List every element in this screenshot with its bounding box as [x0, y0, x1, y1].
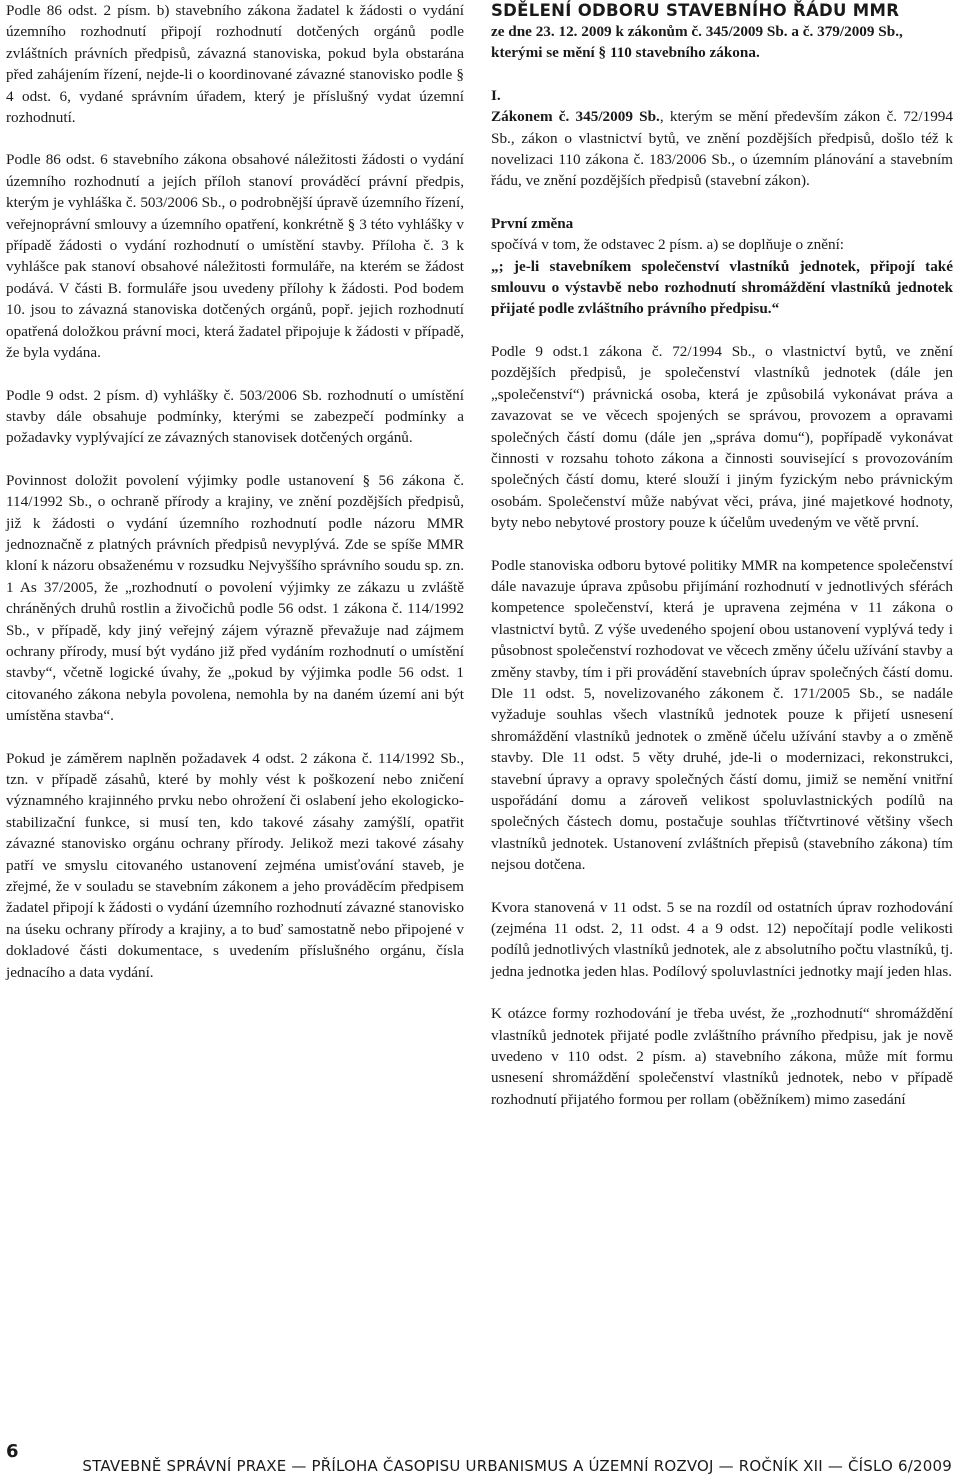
paragraph: Podle 9 odst.1 zákona č. 72/1994 Sb., o vlastnictví bytů, ve znění pozdějších předpisů, je společenství vlastníků jednotek (dále jen „společenství“) právnická osoba, která je způsobilá vykonávat práva a zavazovat se ve věcech spojených se správou, provozem a opravami společných částí domu (dále jen „správa domu“), popřípadě vykonávat činnosti v rozsahu tohoto zákona a činnosti související s provozováním společných částí domu, které slouží i jiným fyzickým nebo právnickým osobám. Společenství může nabývat věci, práva, jiné majetkové hodnoty, byty nebo nebytové prostory pouze k účelům uvedeným ve větě první. [491, 342, 953, 532]
intro-text: , kterým se mění především zákon č. 72/1994 Sb., zákon o vlastnictví bytů, ve znění pozdějších předpisů, došlo též k novelizaci 110 zákona č. 183/2006 Sb., o územním plánování a stavebním řádu, ve znění pozdějších předpisů (stavební zákon). [491, 108, 953, 190]
paragraph: Pokud je záměrem naplněn požadavek 4 odst. 2 zákona č. 114/1992 Sb., tzn. v případě zásahů, které by mohly vést k poškození nebo zničení významného krajinného prvku nebo ohrožení či oslabení jeho ekologicko-stabilizační funkce, si musí ten, kdo takové zásahy zamýšlí, opatřit závazné stanovisko orgánu ochrany přírody. Jelikož mezi takové zásahy patří ve smyslu citovaného ustanovení zejména umisťování staveb, je zřejmé, že v souladu se stavebním zákonem a jeho prováděcím předpisem žadatel připojí k žádosti o vydání územního rozhodnutí závazné stanovisko na úseku ochrany přírody a krajiny, a to buď samostatně nebo připojené v dokladové části dokumentace, s uvedením příslušného orgánu, čísla jednacího a data vydání. [6, 749, 464, 981]
intro-law-reference: Zákonem č. 345/2009 Sb. [491, 108, 660, 126]
section-heading: SDĚLENÍ ODBORU STAVEBNÍHO ŘÁDU MMR [491, 1, 900, 20]
paragraph: Povinnost doložit povolení výjimky podle ustanovení § 56 zákona č. 114/1992 Sb., o ochraně přírody a krajiny, ve znění pozdějších předpisů, již k žádosti o vydání územního rozhodnutí podle názoru MMR jednoznačně z platných právních předpisů nevyplývá. Zde se spíše MMR kloní k názoru obsaženému v rozsudku Nejvyššího správního soudu sp. zn. 1 As 37/2005, že „rozhodnutí o povolení výjimky ze zákazu u zvláště chráněných druhů rostlin a živočichů podle 56 odst. 1 zákona č. 114/1992 Sb., v případě, kdy jiný veřejný zájem výrazně převažuje nad zájmem ochrany přírody, musí být vydáno již před vydáním rozhodnutí o umístění stavby“, včetně logické úvahy, že „pokud by výjimka podle 56 odst. 1 citovaného zákona nebyla povolena, nemohla by na daném území ani být umístěna stavba“. [6, 471, 464, 725]
paragraph: Kvora stanovená v 11 odst. 5 se na rozdíl od ostatních úprav rozhodování (zejména 11 odst. 2, 11 odst. 4 a 9 odst. 12) nepočítají podle velikosti podílů jednotlivých vlastníků jednotek, ale z absolutního počtu vlastníků, tj. jedna jednotka jeden hlas. Podílový spoluvlastníci jednotky mají jeden hlas. [491, 898, 953, 980]
paragraph: Podle 9 odst. 2 písm. d) vyhlášky č. 503/2006 Sb. rozhodnutí o umístění stavby dále obsahuje podmínky, kterými se zabezpečí podmínky a požadavky vyplývající ze závazných stanovisek dotčených orgánů. [6, 386, 464, 447]
change-text: spočívá v tom, že odstavec 2 písm. a) se doplňuje o znění: [491, 236, 845, 254]
section-number: I. [491, 86, 501, 104]
intro-paragraph [491, 106, 953, 192]
paragraph: K otázce formy rozhodování je třeba uvést, že „rozhodnutí“ shromáždění vlastníků jednotek přijaté podle zvláštního právního předpisu, jak je nově uvedeno v 110 odst. 2 písm. a) stavebního zákona, může mít formu usnesení shromáždění společenství vlastníků jednotek, nebo v případě rozhodnutí přijatého formou per rollam (oběžníkem) mimo zasedání [491, 1005, 953, 1108]
running-footer: STAVEBNĚ SPRÁVNÍ PRAXE — PŘÍLOHA ČASOPISU URBANISMUS A ÚZEMNÍ ROZVOJ — ROČNÍK XII — ČÍSLO 6/2009 [82, 1457, 952, 1475]
change-quote: „; je-li stavebníkem společenství vlastníků jednotek, připojí také smlouvu o výstavbě nebo rozhodnutí shromáždění vlastníků jednotek přijaté podle zvláštního právního předpisu.“ [491, 257, 953, 318]
paragraph: Podle 86 odst. 2 písm. b) stavebního zákona žadatel k žádosti o vydání územního rozhodnutí připojí rozhodnutí dotčených orgánů podle zvláštních právních předpisů, závazná stanoviska, pokud byla obstarána před zahájením řízení, nejde-li o koordinované závazné stanovisko podle § 4 odst. 6, vydané správním úřadem, který je příslušný vydat územní rozhodnutí. [6, 2, 464, 127]
right-column [491, 0, 953, 1131]
left-column [6, 0, 464, 1004]
page-number: 6 [6, 1441, 19, 1462]
section-subheading: ze dne 23. 12. 2009 k zákonům č. 345/2009 Sb. a č. 379/2009 Sb., kterými se mění § 110 stavebního zákona. [491, 23, 903, 62]
paragraph: Podle stanoviska odboru bytové politiky MMR na kompetence společenství dále navazuje úprava způsobu přijímání rozhodnutí v jednotlivých sférách kompetence společenství, která je upravena zejména v 11 zákona o vlastnictví bytů. Z výše uvedeného spojení obou ustanovení vyplývá tedy i působnost společenství rozhodovat ve věcech změny účelu užívání stavby a změny stavby, tím i při provádění stavebních úprav společných částí domu. Dle 11 odst. 5, novelizovaného zákonem č. 171/2005 Sb., se nadále vyžaduje souhlas všech vlastníků jednotek pouze k přijetí usnesení shromáždění vlastníků jednotek o změně účelu užívání stavby a o změně stavby. Dle 11 odst. 5 věty druhé, jde-li o modernizaci, rekonstrukci, stavební úpravy a opravy společných částí domu, jimiž se nemění vnitřní uspořádání domu a zároveň velikost spoluvlastnických podílů na společných částech domu, postačuje souhlas tříčtvrtinové většiny všech vlastníků jednotek. Ustanovení zvláštních přepisů (stavebního zákona) tím nejsou dotčena. [491, 556, 953, 874]
paragraph: Podle 86 odst. 6 stavebního zákona obsahové náležitosti žádosti o vydání územního rozhodnutí a jejích příloh stanoví prováděcí právní předpis, kterým je vyhláška č. 503/2006 Sb., o podrobnější úpravě územního řízení, veřejnoprávní smlouvy a územního opatření, konkrétně § 3 této vyhlášky v případě žádosti o vydání rozhodnutí o umístění stavby. Příloha č. 3 k vyhlášce pak stanoví obsahové náležitosti formuláře, na kterém se žádost podává. V části B. formuláře jsou uvedeny přílohy k žádosti. Pod bodem 10. jsou to závazná stanoviska dotčených orgánů, popř. jejich rozhodnutí opatřená doložkou právní moci, která žadatel připojuje k žádosti v případě, že byla vydána. [6, 151, 464, 362]
change-title: První změna [491, 214, 574, 232]
